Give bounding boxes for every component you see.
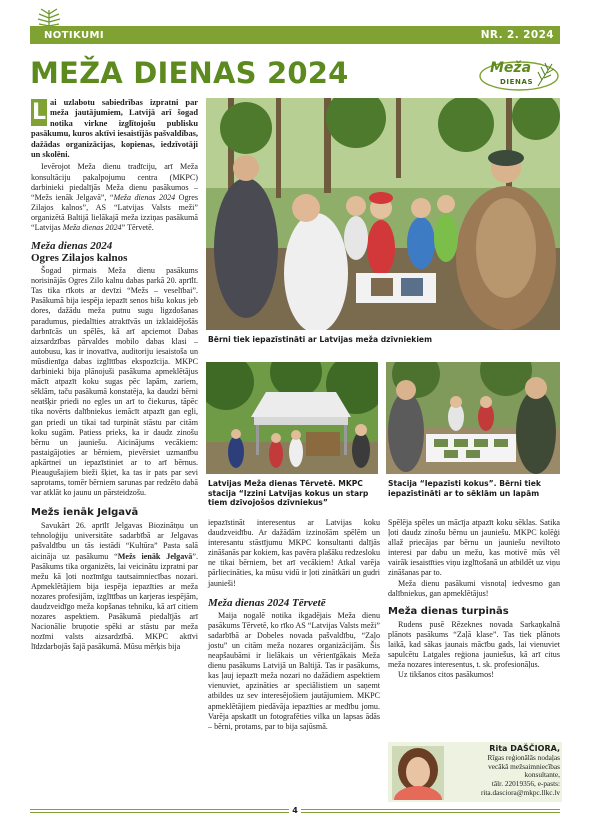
section-subheading-ogre: Ogres Zilajos kalnos bbox=[31, 252, 128, 265]
caption-main-photo: Bērni tiek iepazīstināti ar Latvijas meža dzīvniekiem bbox=[208, 335, 432, 344]
page-title: MEŽA DIENAS 2024 bbox=[30, 56, 349, 90]
section-heading-ogre: Meža dienas 2024 bbox=[31, 240, 113, 253]
author-name: Rita DAŠČIORA, bbox=[489, 744, 560, 753]
page-number: 4 bbox=[289, 805, 301, 817]
meza-dienas-logo bbox=[478, 56, 560, 92]
author-photo bbox=[392, 746, 444, 800]
paragraph-tervete-cont: Spēlēja spēles un mācīja atpazīt koku sēklas. Satika ļoti daudz zinošu bērnu un jauniešu. MKPC kolēģi allaž priecājas par bērnu un jauniešu neviltoto interesi par dabu un mežu, kas motivē mūs vēl vairāk iesaistīties viņu izglītošanā un atbildēt uz viņu zināšanas par to. bbox=[388, 518, 560, 578]
paragraph-tervete: Maija nogalē notika ikgadējais Meža dienu pasākums Tērvetē, ko rīko AS “Latvijas Valsts meži” sadarbībā ar Dobeles novada pašvaldību, “Zaļo jostu” un citām meža nozares organizācijām. Šis neapšaubāmi ir lielākais un vērienīgākais Meža dienu pasākums Latvijā un Baltijā. Tas ir pasākums, kas ļauj iepazīt meža nozari no dažādiem aspektiem vienuviet, apzināties ar speciālistiem un saņemt atbildes uz sev interesējošiem jautājumiem. MKPC apmeklētājiem piedāvāja iepazīties ar medību jomu. Varēja apskatīt un fotografēties vilka un lapsas ādās – bērni, protams, par to bija sajūsmā. bbox=[208, 610, 380, 731]
author-info: Rita DAŠČIORA, Rīgas reģionālās nodaļas vecākā mežsaimniecības konsultante, tālr. 22019356, e-pasts: rita.dasciora@mkpc.llkc.lv bbox=[448, 745, 560, 798]
paragraph-jelgava: Savukārt 26. aprīlī Jelgavas Biozinātņu un tehnoloģiju universitāte sadarbībā ar Jelgavas pašvaldību un tās iestādi “Kultūra” Pasta salā aicināja uz pasākumu “Mežs ienāk Jelgavā”. Pasākums tika organizēts, lai veicinātu izpratni par mežu kā ļoti nozīmīgu tautsaimniecības nozari. Apmeklētājiem bija iespēja iepazīties ar meža nozares profesijām, izglītības un karjeras iespējām, daudzveidīgo meža kopšanas tehniku, kā arī citiem nozares aspektiem. Pasākumā piedalījās arī Nacionālie bruņotie spēki ar stāstu par meža nozīmi valsts aizsardzībā. MKPC aktīvi līdzdarbojās šajā pasākumā. Mūsu mērķis bija bbox=[31, 521, 198, 652]
caption-right-photo: Stacija “Iepazīsti kokus”. Bērni tiek iepazīstināti ar to sēklām un lapām bbox=[388, 479, 541, 498]
issue-number: NR. 2. 2024 bbox=[480, 29, 554, 41]
section-heading-continues: Meža dienas turpinās bbox=[388, 605, 509, 617]
logo-text-line2: DIENAS bbox=[500, 78, 534, 86]
drop-cap: L bbox=[31, 100, 47, 125]
header-bar bbox=[30, 26, 560, 44]
logo-text-line1: Meža bbox=[490, 60, 532, 76]
paragraph-ogre: Šogad pirmais Meža dienu pasākums norisinājās Ogres Zilo kalnu dabas parkā 20. aprīlī. Tas tika rīkots ar devīzi “Mežs – veselībai”. Pasākumā bija iespēja iepazīt senos bišu kokus jeb dores, dažādu meža putnu sugu ligzdošanas paradumus, piedalīties atraktīvās un izklaidējošās darbnīcās un spēlēs, kā arī apciemot Dabas aizsardzības pārvaldes mobilo dabas klasi – autobusu, kas ir inovatīva, auditoriju iesaistoša un mūsdienīga dabas izglītības ekspozīcija. MKPC darbinieki bija plānojuši pasākuma apmeklētājus mācīt atpazīt koku sugas pēc lapām, zariem, sēklām, taču pasākumā konstatēja, ka daudzi bērni neatšķir priedi no egles un arī to čiekurus, tāpēc tika novērts dalībniekus iemācīt atpazīt gan egli, gan priedi un tikai tad turpināt stāstu par citām koku sugām. Patiess prieks, ka ir daudz zinošu bērnu un jauniešu. Aicinājums vecākiem: pastaigājoties ar bērniem, pievērsiet uzmanību apkārtnei un iepazīstiniet ar to arī bērnus. Pieaugušajiem bieži šķiet, ka tas ir pats par sevi saprotams, tomēr bērniem sarunas par redzēto dabā var atklāt ko jaunu un pārsteidzošu. bbox=[31, 266, 198, 498]
section-heading-tervete: Meža dienas 2024 Tērvetē bbox=[208, 596, 326, 609]
article-column-1 bbox=[31, 98, 198, 652]
lead-paragraph: L ai uzlabotu sabiedrības izpratni par meža jautājumiem, Latvijā arī šogad notika virkne izglītojošu publisku pasākumu, kuros aktīvi iesaistījās pašvaldības, dažādas organizācijas, kopienas, iedzīvotāji un skolēni. bbox=[31, 98, 198, 160]
author-email: rita.dasciora@mkpc.llkc.lv bbox=[480, 787, 560, 797]
intro-paragraph: Ievērojot Meža dienu tradīciju, arī Meža konsultāciju pakalpojumu centra (MKPC) darbinieki piedalījās Meža dienu pasākumos – “Mežs ienāk Jelgavā”, “Meža dienas 2024 Ogres Zilajos kalnos”, AS “Latvijas Valsts meži” organizētā Baltijā lielākajā meža izziņas pasākumā “Latvijas Meža dienas 2024” Tērvetē. bbox=[31, 162, 198, 232]
author-signature-box bbox=[388, 742, 562, 802]
photo-children-animals bbox=[206, 98, 560, 330]
section-label: NOTIKUMI bbox=[44, 29, 104, 41]
paragraph-goodbye: Uz tikšanos citos pasākumos! bbox=[398, 670, 494, 680]
article-column-2 bbox=[208, 518, 380, 732]
article-column-3 bbox=[388, 518, 560, 680]
photo-mkpc-station-tent bbox=[206, 362, 378, 474]
section-heading-jelgava: Mežs ienāk Jelgavā bbox=[31, 507, 139, 519]
paragraph-inspire: Meža dienu pasākumi visnotaļ iedvesmo gan dalībniekus, gan apmeklētājus! bbox=[388, 578, 560, 598]
caption-left-photo: Latvijas Meža dienas Tērvetē. MKPC stacija “Izzini Latvijas kokus un starp tiem dzīvojošos dzīvniekus” bbox=[208, 479, 369, 508]
photo-tree-station bbox=[386, 362, 560, 474]
paragraph-continues: Rudens pusē Rēzeknes novada Sarkaņkalnā plānots pasākums “Zaļā klase”. Tas tiek plānots laikā, kad sākas jaunais mācību gads, lai vienuviet sapulcētu Latgales reģiona jauniešus, kā arī citus meža nozares interesentus, t. sk. profesionāļus. bbox=[388, 619, 560, 670]
paragraph-jelgava-cont: iepazīstināt interesentus ar Latvijas koku daudzveidību. Ar dažādām izzinošām spēlēm un interesantu stāstījumu MKPC konsultanti dalījās zināšanās par kokiem, kas pavēra plašāku redzesloku ne tikai bērniem, bet arī vecākiem! Atkal varēja pārliecināties, ka mūsu vidū ir ļoti zinātkāri un gudri jaunieši! bbox=[208, 518, 380, 588]
